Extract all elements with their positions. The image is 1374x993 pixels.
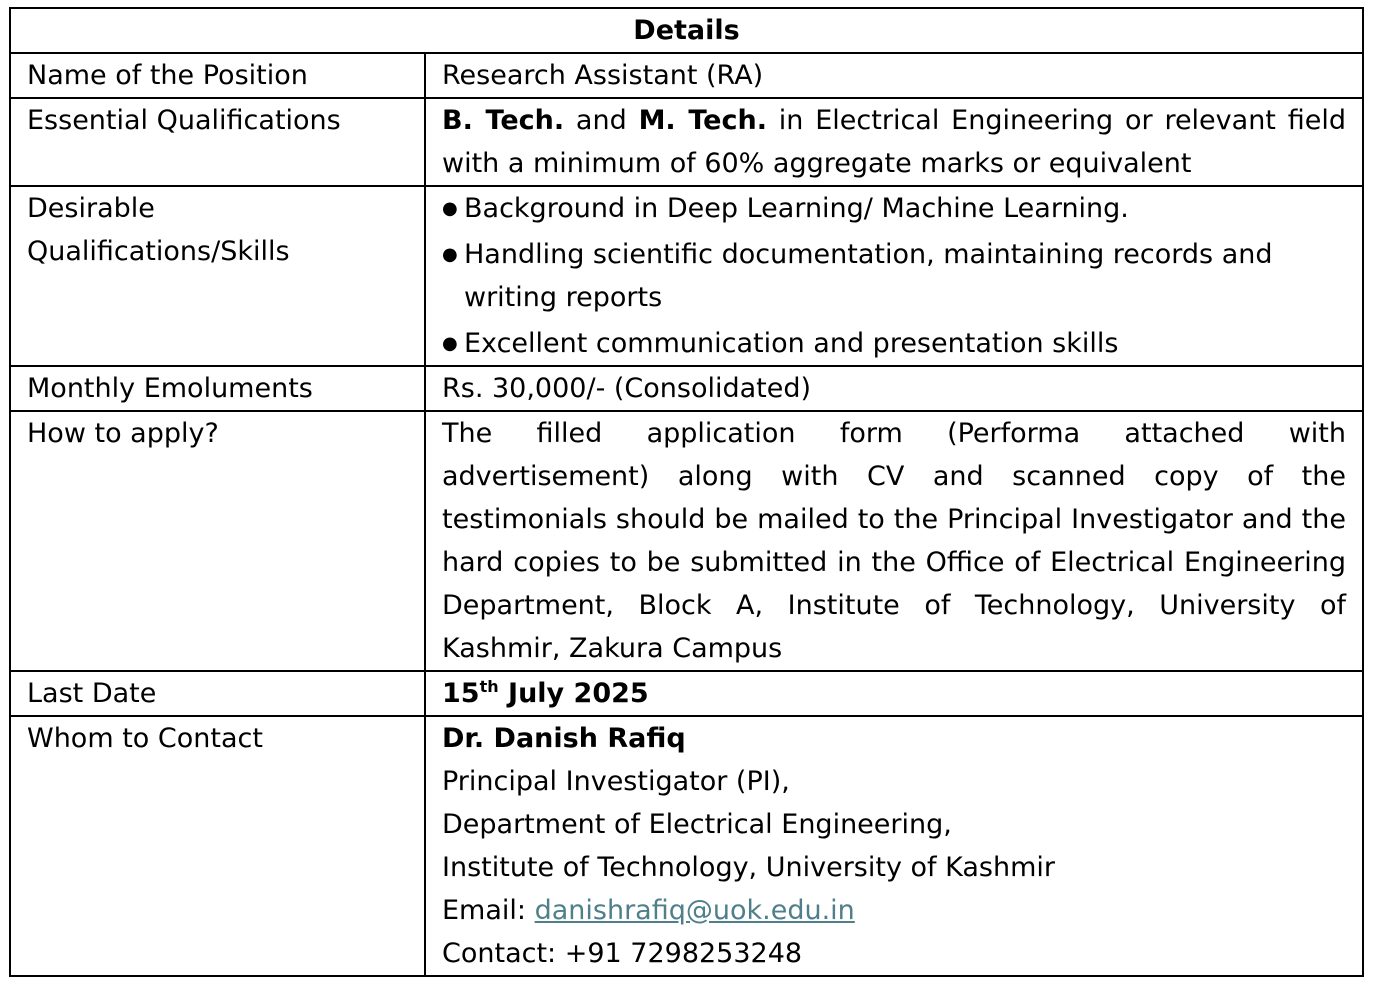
contact-line: Institute of Technology, University of Kashmir: [442, 852, 1055, 883]
table-row-desirable: [10, 186, 1363, 366]
phone-line: Contact: +91 7298253248: [442, 938, 803, 969]
table-row-emoluments: [10, 366, 1363, 411]
table-row-essential: [10, 98, 1363, 186]
and-text: and: [564, 105, 639, 136]
last-date-value: [425, 671, 1363, 716]
apply-label: How to apply?: [10, 411, 425, 671]
table-row-apply: [10, 411, 1363, 671]
contact-label: Whom to Contact: [10, 716, 425, 976]
list-item: ● Background in Deep Learning/ Machine Learning.: [442, 187, 1346, 230]
contact-value: [425, 716, 1363, 976]
desirable-list: [442, 187, 1346, 365]
list-item: ● Excellent communication and presentation skills: [442, 322, 1346, 365]
table-row-position: [10, 53, 1363, 98]
list-item: ● Handling scientific documentation, maintaining records and writing reports: [442, 233, 1346, 319]
desirable-value: [425, 186, 1363, 366]
last-date-label: Last Date: [10, 671, 425, 716]
table-header: Details: [10, 8, 1363, 53]
essential-value: [425, 98, 1363, 186]
last-date-rest: July 2025: [498, 678, 649, 709]
desirable-label: Desirable Qualifications/Skills: [10, 186, 425, 366]
mtech-text: M. Tech.: [638, 105, 767, 136]
email-link[interactable]: danishrafiq@uok.edu.in: [534, 895, 855, 926]
position-value: Research Assistant (RA): [425, 53, 1363, 98]
position-label: Name of the Position: [10, 53, 425, 98]
email-label: Email:: [442, 895, 535, 926]
details-table: [9, 7, 1364, 977]
table-row-last-date: [10, 671, 1363, 716]
essential-label: Essential Qualifications: [10, 98, 425, 186]
essential-rest: in Electrical Engineering or relevant field with a minimum of 60% aggregate marks or equivalent: [442, 105, 1346, 179]
apply-value: The filled application form (Performa attached with advertisement) along with CV and scanned copy of the testimonials should be mailed to the Principal Investigator and the hard copies to be submitted in the Office of Electrical Engineering Department, Block A, Institute of Technology, University of Kashmir, Zakura Campus: [425, 411, 1363, 671]
contact-line: Department of Electrical Engineering,: [442, 809, 952, 840]
email-line: [442, 889, 1346, 932]
btech-text: B. Tech.: [442, 105, 565, 136]
last-date-suffix: th: [479, 677, 499, 696]
emoluments-label: Monthly Emoluments: [10, 366, 425, 411]
emoluments-value: Rs. 30,000/- (Consolidated): [425, 366, 1363, 411]
last-date-day: 15: [442, 678, 480, 709]
contact-name: Dr. Danish Rafiq: [442, 723, 686, 754]
header-row: [10, 8, 1363, 53]
table-row-contact: [10, 716, 1363, 976]
contact-line: Principal Investigator (PI),: [442, 766, 790, 797]
